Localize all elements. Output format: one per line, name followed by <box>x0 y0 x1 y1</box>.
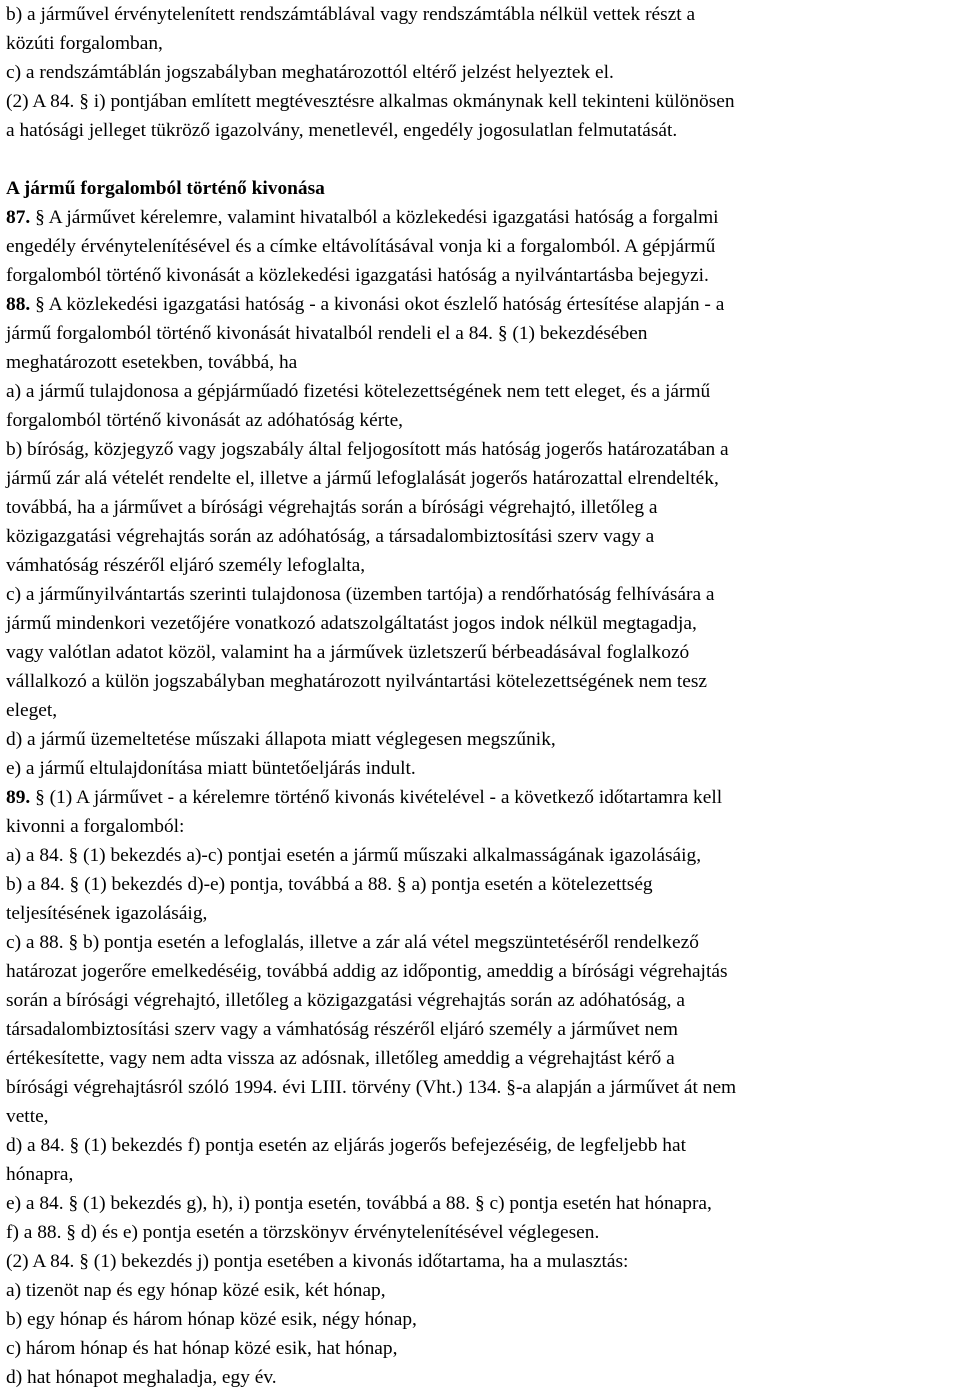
text-line: d) a jármű üzemeltetése műszaki állapota miatt véglegesen megszűnik, <box>6 729 556 750</box>
text-line: közigazgatási végrehajtás során az adóhatóság, a társadalombiztosítási szerv vagy a <box>6 526 655 547</box>
text-line: b) egy hónap és három hónap közé esik, négy hónap, <box>6 1309 417 1330</box>
text-line: forgalomból történő kivonását az adóhatóság kérte, <box>6 410 404 431</box>
section-number: 88. <box>6 294 31 315</box>
text-line: b) a 84. § (1) bekezdés d)-e) pontja, továbbá a 88. § a) pontja esetén a kötelezettség <box>6 874 653 895</box>
section-88-line <box>6 290 960 319</box>
text-line: a hatósági jelleget tükröző igazolvány, menetlevél, engedély jogosulatlan felmutatását. <box>6 120 678 141</box>
text-line: vagy valótlan adatot közöl, valamint ha a járművek üzletszerű bérbeadásával foglalkozó <box>6 642 690 663</box>
text-line: hónapra, <box>6 1164 74 1185</box>
text-line: vállalkozó a külön jogszabályban meghatározott nyilvántartási kötelezettségének nem tesz <box>6 671 708 692</box>
text-line: jármű forgalomból történő kivonását hivatalból rendeli el a 84. § (1) bekezdésében <box>6 323 648 344</box>
text-line: c) a rendszámtáblán jogszabályban meghatározottól eltérő jelzést helyeztek el. <box>6 62 614 83</box>
text-line: meghatározott esetekben, továbbá, ha <box>6 352 298 373</box>
text-line: c) a járműnyilvántartás szerinti tulajdonosa (üzemben tartója) a rendőrhatóság felhívására a <box>6 584 715 605</box>
text-line: a) a jármű tulajdonosa a gépjárműadó fizetési kötelezettségének nem tett eleget, és a jármű <box>6 381 711 402</box>
text-line: c) három hónap és hat hónap közé esik, hat hónap, <box>6 1338 398 1359</box>
text-line: b) a járművel érvénytelenített rendszámtáblával vagy rendszámtábla nélkül vettek részt a <box>6 4 696 25</box>
text-line: teljesítésének igazolásáig, <box>6 903 208 924</box>
section-number: 87. <box>6 207 31 228</box>
text-line: közúti forgalomban, <box>6 33 163 54</box>
text-line: jármű mindenkori vezetőjére vonatkozó adatszolgáltatást jogos indok nélkül megtagadja, <box>6 613 697 634</box>
text-line: e) a 84. § (1) bekezdés g), h), i) pontja esetén, továbbá a 88. § c) pontja esetén hat hónapra, <box>6 1193 712 1214</box>
text-line: továbbá, ha a járművet a bírósági végrehajtás során a bírósági végrehajtó, illetőleg a <box>6 497 658 518</box>
text-line: bírósági végrehajtásról szóló 1994. évi LIII. törvény (Vht.) 134. §-a alapján a járművet át nem <box>6 1077 737 1098</box>
text-line: társadalombiztosítási szerv vagy a vámhatóság részéről eljáró személy a járművet nem <box>6 1019 678 1040</box>
text-line: jármű zár alá vételét rendelte el, illetve a jármű lefoglalását jogerős határozattal elrendelték, <box>6 468 719 489</box>
text-line: e) a jármű eltulajdonítása miatt büntetőeljárás indult. <box>6 758 416 779</box>
section-87-line <box>6 203 960 232</box>
text-line: (2) A 84. § i) pontjában említett megtévesztésre alkalmas okmánynak kell tekinteni különösen <box>6 91 735 112</box>
text-line: vette, <box>6 1106 49 1127</box>
text-line: d) a 84. § (1) bekezdés f) pontja esetén az eljárás jogerős befejezéséig, de legfeljebb hat <box>6 1135 686 1156</box>
section-89-line <box>6 783 960 812</box>
text-line: eleget, <box>6 700 58 721</box>
section-heading: A jármű forgalomból történő kivonása <box>6 178 325 199</box>
text-line: engedély érvénytelenítésével és a címke eltávolításával vonja ki a forgalomból. A gépjármű <box>6 236 716 257</box>
text-line: értékesítette, vagy nem adta vissza az adósnak, illetőleg ameddig a végrehajtást kérő a <box>6 1048 675 1069</box>
text-line: a) a 84. § (1) bekezdés a)-c) pontjai esetén a jármű műszaki alkalmasságának igazolásáig, <box>6 845 702 866</box>
text-line: a) tizenöt nap és egy hónap közé esik, két hónap, <box>6 1280 386 1301</box>
text-line: § A járművet kérelemre, valamint hivatalból a közlekedési igazgatási hatóság a forgalmi <box>35 207 719 228</box>
text-line: (2) A 84. § (1) bekezdés j) pontja esetében a kivonás időtartama, ha a mulasztás: <box>6 1251 629 1272</box>
text-line: b) bíróság, közjegyző vagy jogszabály által feljogosított más hatóság jogerős határozatában a <box>6 439 729 460</box>
text-line: c) a 88. § b) pontja esetén a lefoglalás, illetve a zár alá vétel megszüntetéséről rendelkező <box>6 932 699 953</box>
text-line: határozat jogerőre emelkedéséig, továbbá addig az időpontig, ameddig a bírósági végrehajtás <box>6 961 728 982</box>
text-line: kivonni a forgalomból: <box>6 816 185 837</box>
text-line: § A közlekedési igazgatási hatóság - a kivonási okot észlelő hatóság értesítése alapján - a <box>35 294 725 315</box>
text-line: d) hat hónapot meghaladja, egy év. <box>6 1367 277 1388</box>
text-line: forgalomból történő kivonását a közlekedési igazgatási hatóság a nyilvántartásba bejegyzi. <box>6 265 709 286</box>
section-number: 89. <box>6 787 31 808</box>
text-line: során a bírósági végrehajtó, illetőleg a közigazgatási végrehajtás során az adóhatóság, a <box>6 990 685 1011</box>
text-line: § (1) A járművet - a kérelemre történő kivonás kivételével - a következő időtartamra kell <box>35 787 723 808</box>
text-line: vámhatóság részéről eljáró személy lefoglalta, <box>6 555 366 576</box>
text-line: f) a 88. § d) és e) pontja esetén a törzskönyv érvénytelenítésével véglegesen. <box>6 1222 600 1243</box>
